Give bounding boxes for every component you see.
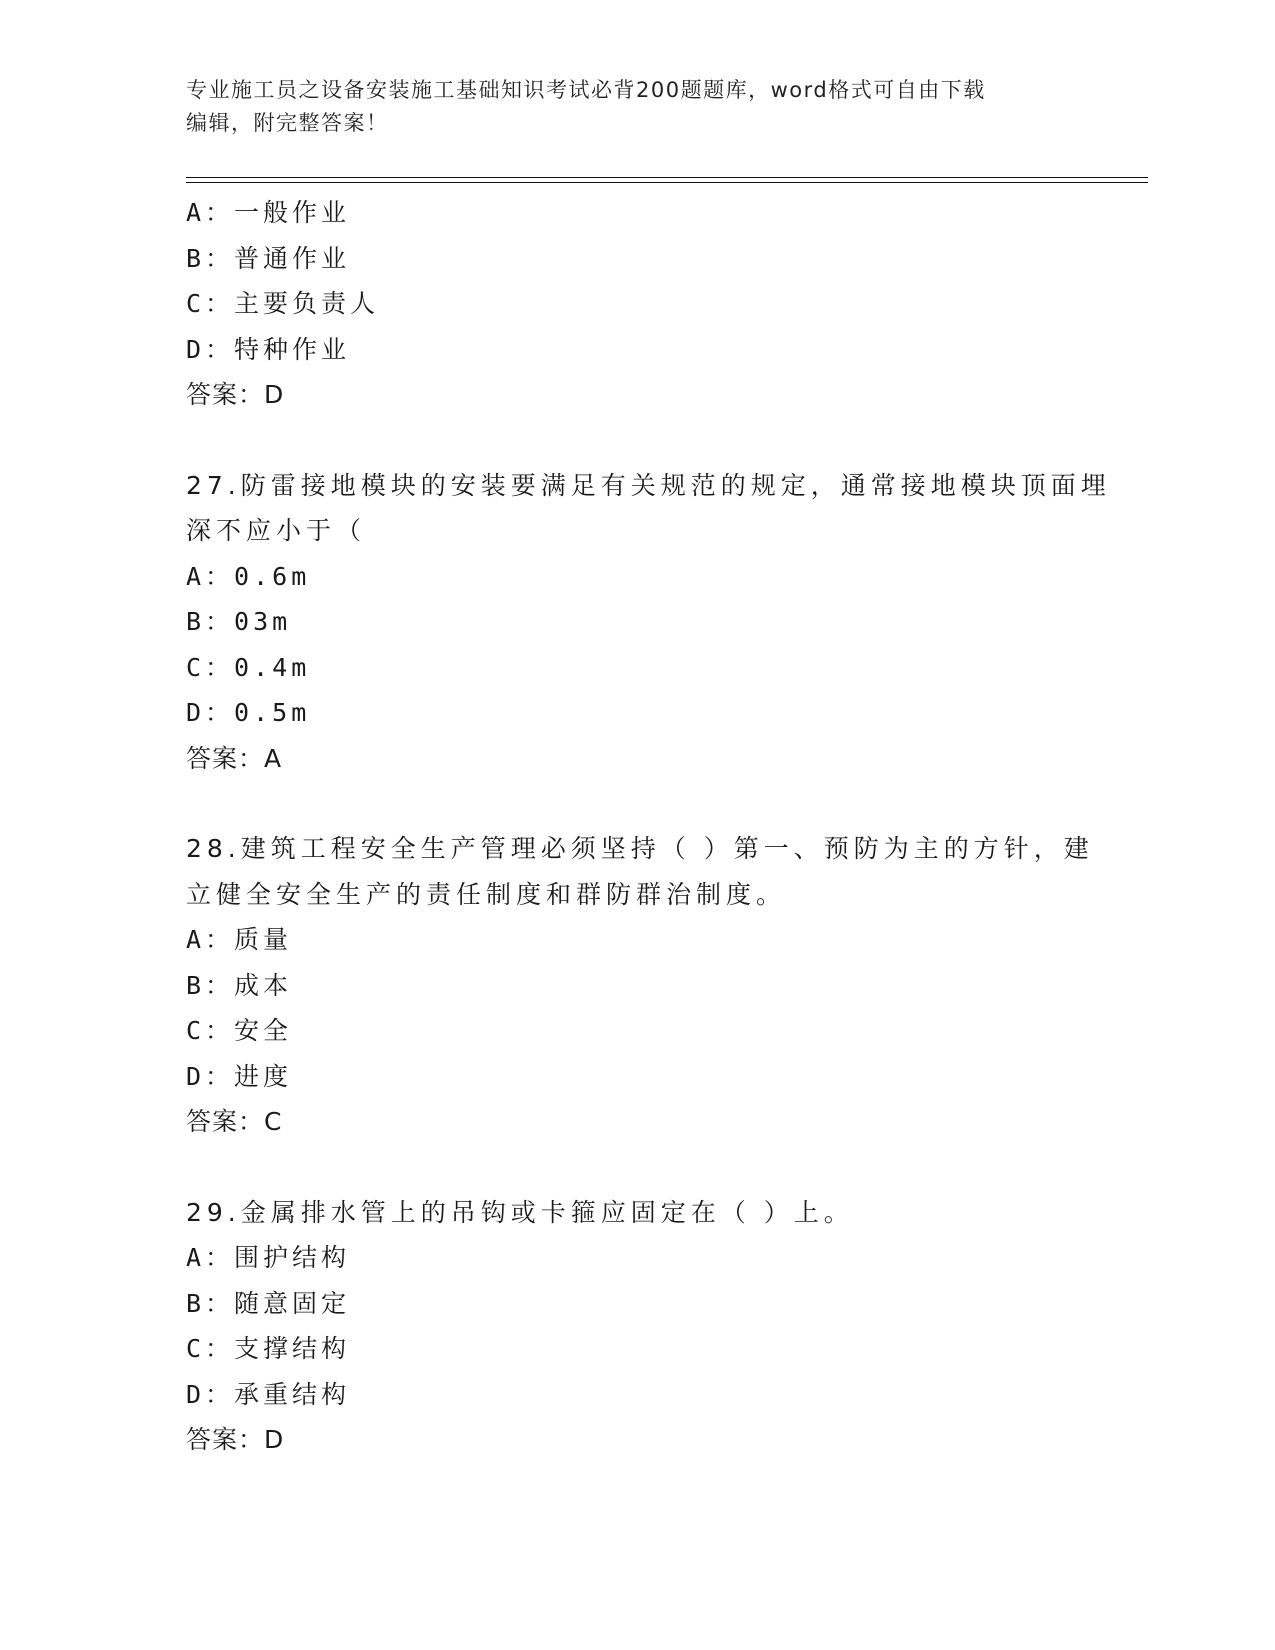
option-b: B：随意固定 xyxy=(186,1288,351,1318)
option-b: B：03m xyxy=(186,607,292,636)
option-b: B：普通作业 xyxy=(186,243,351,273)
answer: 答案：D xyxy=(186,380,285,409)
option-a: A：0.6m xyxy=(186,561,311,591)
option-d: D：承重结构 xyxy=(186,1379,351,1409)
option-d: D：进度 xyxy=(186,1061,293,1091)
question-28 xyxy=(186,826,1094,1145)
header-divider-top xyxy=(186,177,1148,178)
option-c: C：0.4m xyxy=(186,652,311,682)
answer: 答案：A xyxy=(186,743,283,773)
option-c: C：主要负责人 xyxy=(186,289,380,318)
question-stem-line-1: 27.防雷接地模块的安装要满足有关规范的规定，通常接地模块顶面埋 xyxy=(186,470,1111,500)
question-stem-line-2: 深不应小于（ xyxy=(186,516,367,545)
option-a: A：一般作业 xyxy=(186,198,351,227)
option-a: A：围护结构 xyxy=(186,1243,351,1272)
header-line-2: 编辑，附完整答案！ xyxy=(186,111,389,135)
header-divider-bottom xyxy=(186,182,1148,183)
option-a: A：质量 xyxy=(186,925,293,954)
question-29 xyxy=(186,1190,1086,1463)
option-c: C：安全 xyxy=(186,1016,293,1045)
question-stem-line-2: 立健全安全生产的责任制度和群防群治制度。 xyxy=(186,879,787,909)
question-stem-line-1: 29.金属排水管上的吊钩或卡箍应固定在（ ）上。 xyxy=(186,1197,854,1227)
question-stem-line-1: 28.建筑工程安全生产管理必须坚持（ ）第一、预防为主的方针，建 xyxy=(186,834,1094,863)
question-list xyxy=(186,190,1111,1463)
question-27 xyxy=(186,463,1111,782)
option-d: D：特种作业 xyxy=(186,334,351,364)
header-line-1: 专业施工员之设备安装施工基础知识考试必背200题题库，word格式可自由下载 xyxy=(186,78,986,102)
option-b: B：成本 xyxy=(186,970,293,1000)
document-header xyxy=(186,74,1086,140)
option-c: C：支撑结构 xyxy=(186,1334,351,1363)
answer: 答案：C xyxy=(186,1107,283,1136)
option-d: D：0.5m xyxy=(186,698,311,727)
question-26-partial xyxy=(186,190,1086,418)
answer: 答案：D xyxy=(186,1425,285,1454)
